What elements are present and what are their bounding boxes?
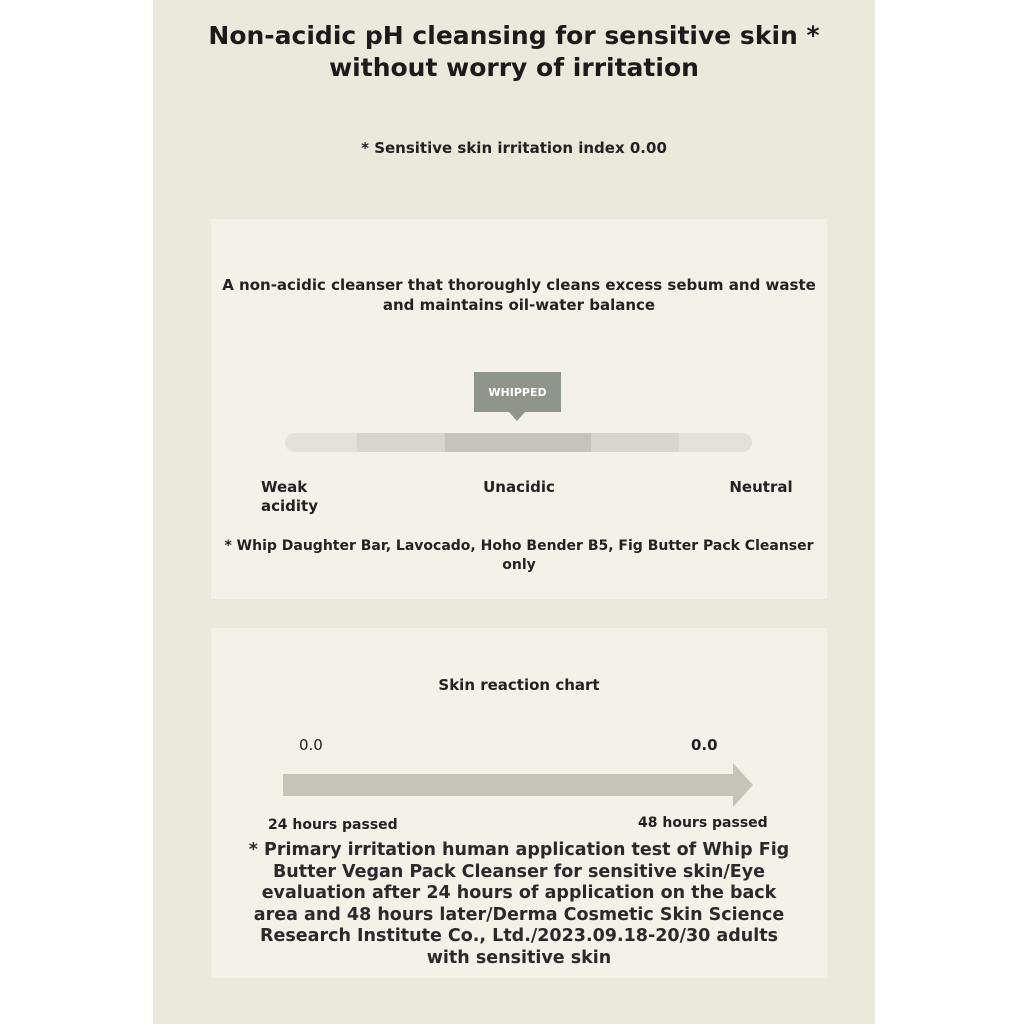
ph-footnote-line-1: * Whip Daughter Bar, Lavocado, Hoho Bender B5, Fig Butter Pack Cleanser bbox=[224, 538, 814, 554]
time-label-24h: 24 hours passed bbox=[268, 817, 398, 833]
page-title bbox=[153, 20, 875, 84]
ph-scale-bar bbox=[285, 433, 752, 452]
ph-footnote-line-2: only bbox=[502, 557, 536, 573]
whipped-badge: WHIPPED bbox=[474, 372, 561, 412]
ph-panel-heading-line-1: A non-acidic cleanser that thoroughly cleans excess sebum and waste bbox=[222, 276, 816, 294]
reaction-footnote-line: area and 48 hours later/Derma Cosmetic Skin Science bbox=[253, 904, 785, 925]
ph-scale-segment bbox=[285, 433, 357, 452]
reaction-footnote-line: Research Institute Co., Ltd./2023.09.18-20/30 adults bbox=[260, 926, 778, 946]
ph-scale-segment bbox=[679, 433, 752, 452]
ph-label-weak-line-2: acidity bbox=[261, 497, 318, 515]
reaction-value-48h: 0.0 bbox=[691, 736, 718, 754]
ph-panel-heading bbox=[211, 275, 827, 315]
timeline-arrow-icon bbox=[283, 763, 755, 807]
reaction-value-24h: 0.0 bbox=[299, 736, 323, 754]
reaction-footnote-line: evaluation after 24 hours of application on the back bbox=[261, 883, 777, 903]
reaction-footnote-line: Butter Vegan Pack Cleanser for sensitive skin/Eye bbox=[272, 861, 766, 882]
ph-panel-heading-line-2: and maintains oil-water balance bbox=[382, 296, 656, 314]
page-title-line-1: Non-acidic pH cleansing for sensitive skin * bbox=[208, 21, 820, 50]
ph-label-weak-acidity bbox=[261, 478, 341, 516]
ph-scale-segment-highlight bbox=[445, 433, 591, 452]
product-detail-page bbox=[153, 0, 875, 1024]
time-label-48h: 48 hours passed bbox=[638, 815, 768, 831]
badge-pointer-icon bbox=[509, 412, 525, 421]
skin-reaction-panel bbox=[211, 628, 827, 978]
ph-label-unacidic: Unacidic bbox=[483, 478, 555, 496]
reaction-test-footnote bbox=[211, 840, 827, 969]
ph-scale-segment bbox=[591, 433, 679, 452]
ph-scale-panel bbox=[211, 219, 827, 599]
irritation-index-note: * Sensitive skin irritation index 0.00 bbox=[361, 139, 667, 157]
ph-label-weak-line-1: Weak bbox=[261, 478, 308, 496]
reaction-footnote-line: with sensitive skin bbox=[426, 947, 612, 968]
reaction-footnote-line: * Primary irritation human application test of Whip Fig bbox=[248, 840, 790, 860]
skin-reaction-heading: Skin reaction chart bbox=[438, 676, 600, 694]
ph-panel-footnote bbox=[211, 537, 827, 575]
ph-label-neutral: Neutral bbox=[729, 478, 793, 496]
page-title-line-2: without worry of irritation bbox=[329, 53, 699, 82]
ph-scale-segment bbox=[357, 433, 445, 452]
